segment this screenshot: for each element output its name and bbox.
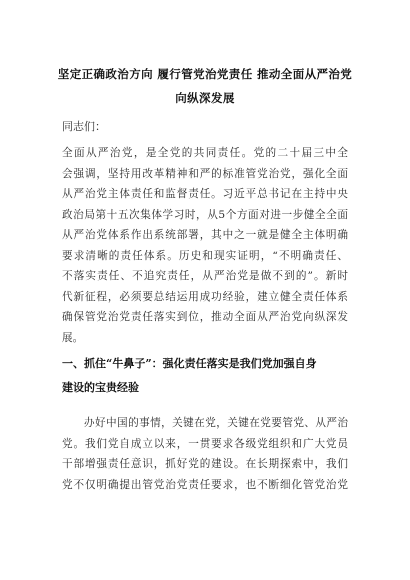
section-heading-line: 建设的宝贵经验 (62, 381, 139, 394)
paragraph-2-line: 办好中国的事情，关键在党，关键在党要管党、从严治 (84, 417, 348, 429)
paragraph-1-line: 全面从严治党，是全党的共同责任。党的二十届三中全 (62, 147, 348, 159)
paragraph-1 (62, 143, 348, 348)
paragraph-1-line: 要求清晰的责任体系。历史和现实证明，“不明确责任、 (62, 249, 348, 262)
paragraph-1-line: 展。 (62, 331, 84, 344)
paragraph-1-line: 不落实责任、不追究责任，从严治党是做不到的”。新时 (62, 270, 348, 282)
document-title-line-1: 坚定正确政治方向 履行管党治党责任 推动全面从严治党 (57, 67, 353, 81)
paragraph-1-line: 确保管党治党责任落实到位，推动全面从严治党向纵深发 (62, 311, 348, 323)
paragraph-1-line: 代新征程，必须要总结运用成功经验，建立健全责任体系 (62, 290, 348, 303)
paragraph-1-line: 政治局第十五次集体学习时，从5个方面对进一步健全全面 (62, 208, 348, 221)
paragraph-2-line: 干部增强责任意识，抓好党的建设。在长期探索中，我们 (62, 458, 348, 470)
paragraph-1-line: 从严治党主体责任和监督责任。习近平总书记在主持中央 (62, 188, 348, 200)
section-heading-1 (62, 352, 348, 400)
salutation: 同志们： (62, 120, 106, 133)
paragraph-1-line: 从严治党体系作出系统部署，其中之一就是健全主体明确 (62, 229, 348, 241)
paragraph-2-line: 党。我们党自成立以来，一贯要求各级党组织和广大党员 (62, 437, 348, 450)
paragraph-2-line: 党不仅明确提出管党治党责任要求，也不断细化管党治党 (62, 478, 348, 491)
paragraph-2 (62, 413, 348, 495)
paragraph-1-line: 会强调，坚持用改革精神和严的标准管党治党，强化全面 (62, 167, 348, 180)
section-heading-line: 一、抓住“牛鼻子”：强化责任落实是我们党加强自身 (62, 357, 317, 370)
document-title-line-2: 向纵深发展 (175, 91, 235, 105)
